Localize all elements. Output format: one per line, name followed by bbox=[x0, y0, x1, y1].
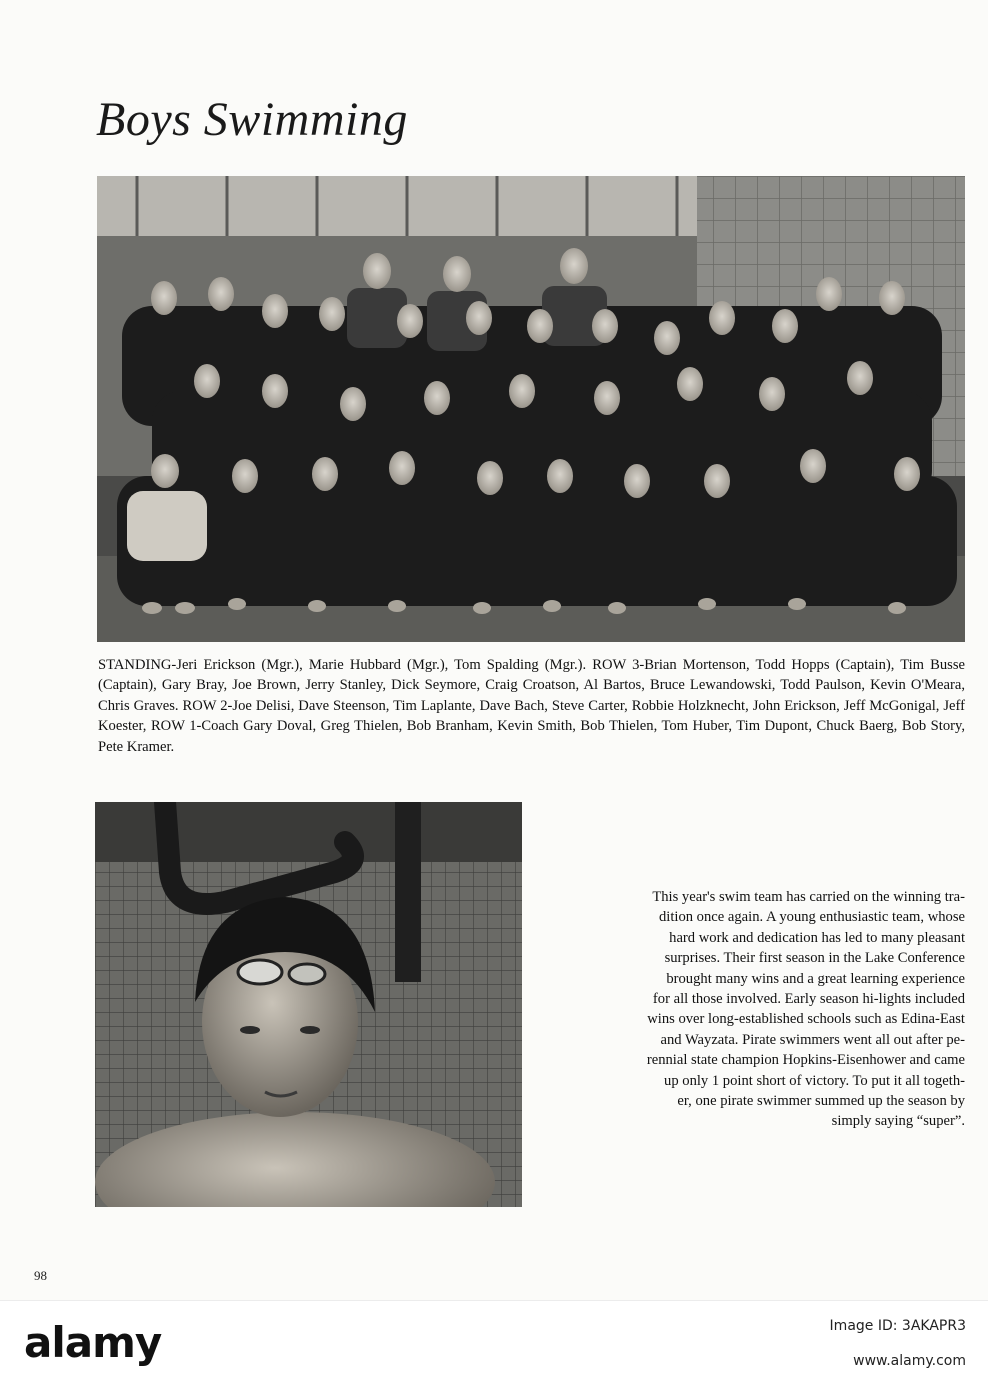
article-line: for all those involved. Early season hi-lights included bbox=[652, 991, 965, 1008]
article-line: up only 1 point short of victory. To put it all togeth- bbox=[664, 1072, 965, 1089]
article-line: and Wayzata. Pirate swimmers went all out after pe- bbox=[660, 1031, 965, 1048]
article-line: brought many wins and a great learning experience bbox=[666, 970, 965, 987]
article-line: hard work and dedication has led to many pleasant bbox=[669, 929, 965, 946]
team-photo-caption: STANDING-Jeri Erickson (Mgr.), Marie Hubbard (Mgr.), Tom Spalding (Mgr.). ROW 3-Brian Mortenson, Todd Hopps (Captain), Tim Busse (Captain), Gary Bray, Joe Brown, Jerry Stanley, Dick Seymore, Craig Croatson, Al Bartos, Bruce Lewandowski, Todd Paulson, Kevin O'Meara, Chris Graves. ROW 2-Joe Delisi, Dave Steenson, Tim Laplante, Dave Bach, Steve Carter, Robbie Holzknecht, John Erickson, Jeff McGonigal, Jeff Koester, ROW 1-Coach Gary Doval, Greg Thielen, Bob Branham, Kevin Smith, Bob Thielen, Tom Huber, Tim Dupont, Chuck Baerg, Bob Story, Pete Kramer. bbox=[98, 657, 965, 755]
article-line: wins over long-established schools such as Edina-East bbox=[647, 1011, 965, 1028]
alamy-logo: alamy bbox=[24, 1318, 162, 1367]
article-line: simply saying “super”. bbox=[831, 1113, 965, 1130]
image-id-label: Image ID: 3AKAPR3 bbox=[829, 1318, 966, 1334]
article-line: dition once again. A young enthusiastic team, whose bbox=[658, 909, 965, 926]
article-line: rennial state champion Hopkins-Eisenhower and came bbox=[646, 1052, 965, 1069]
article-line: surprises. Their first season in the Lake Conference bbox=[664, 950, 965, 967]
swimmer-photo-graphic bbox=[95, 802, 522, 1207]
page-title: Boys Swimming bbox=[96, 93, 408, 146]
article-line: er, one pirate swimmer summed up the season by bbox=[677, 1093, 965, 1110]
swimmer-photo bbox=[95, 802, 522, 1207]
article-line: This year's swim team has carried on the winning tra- bbox=[652, 889, 965, 905]
article-text bbox=[538, 887, 965, 1132]
footer-url: www.alamy.com bbox=[853, 1353, 966, 1369]
team-photo bbox=[97, 176, 965, 642]
page-number: 98 bbox=[34, 1268, 47, 1283]
team-photo-graphic bbox=[97, 176, 965, 642]
